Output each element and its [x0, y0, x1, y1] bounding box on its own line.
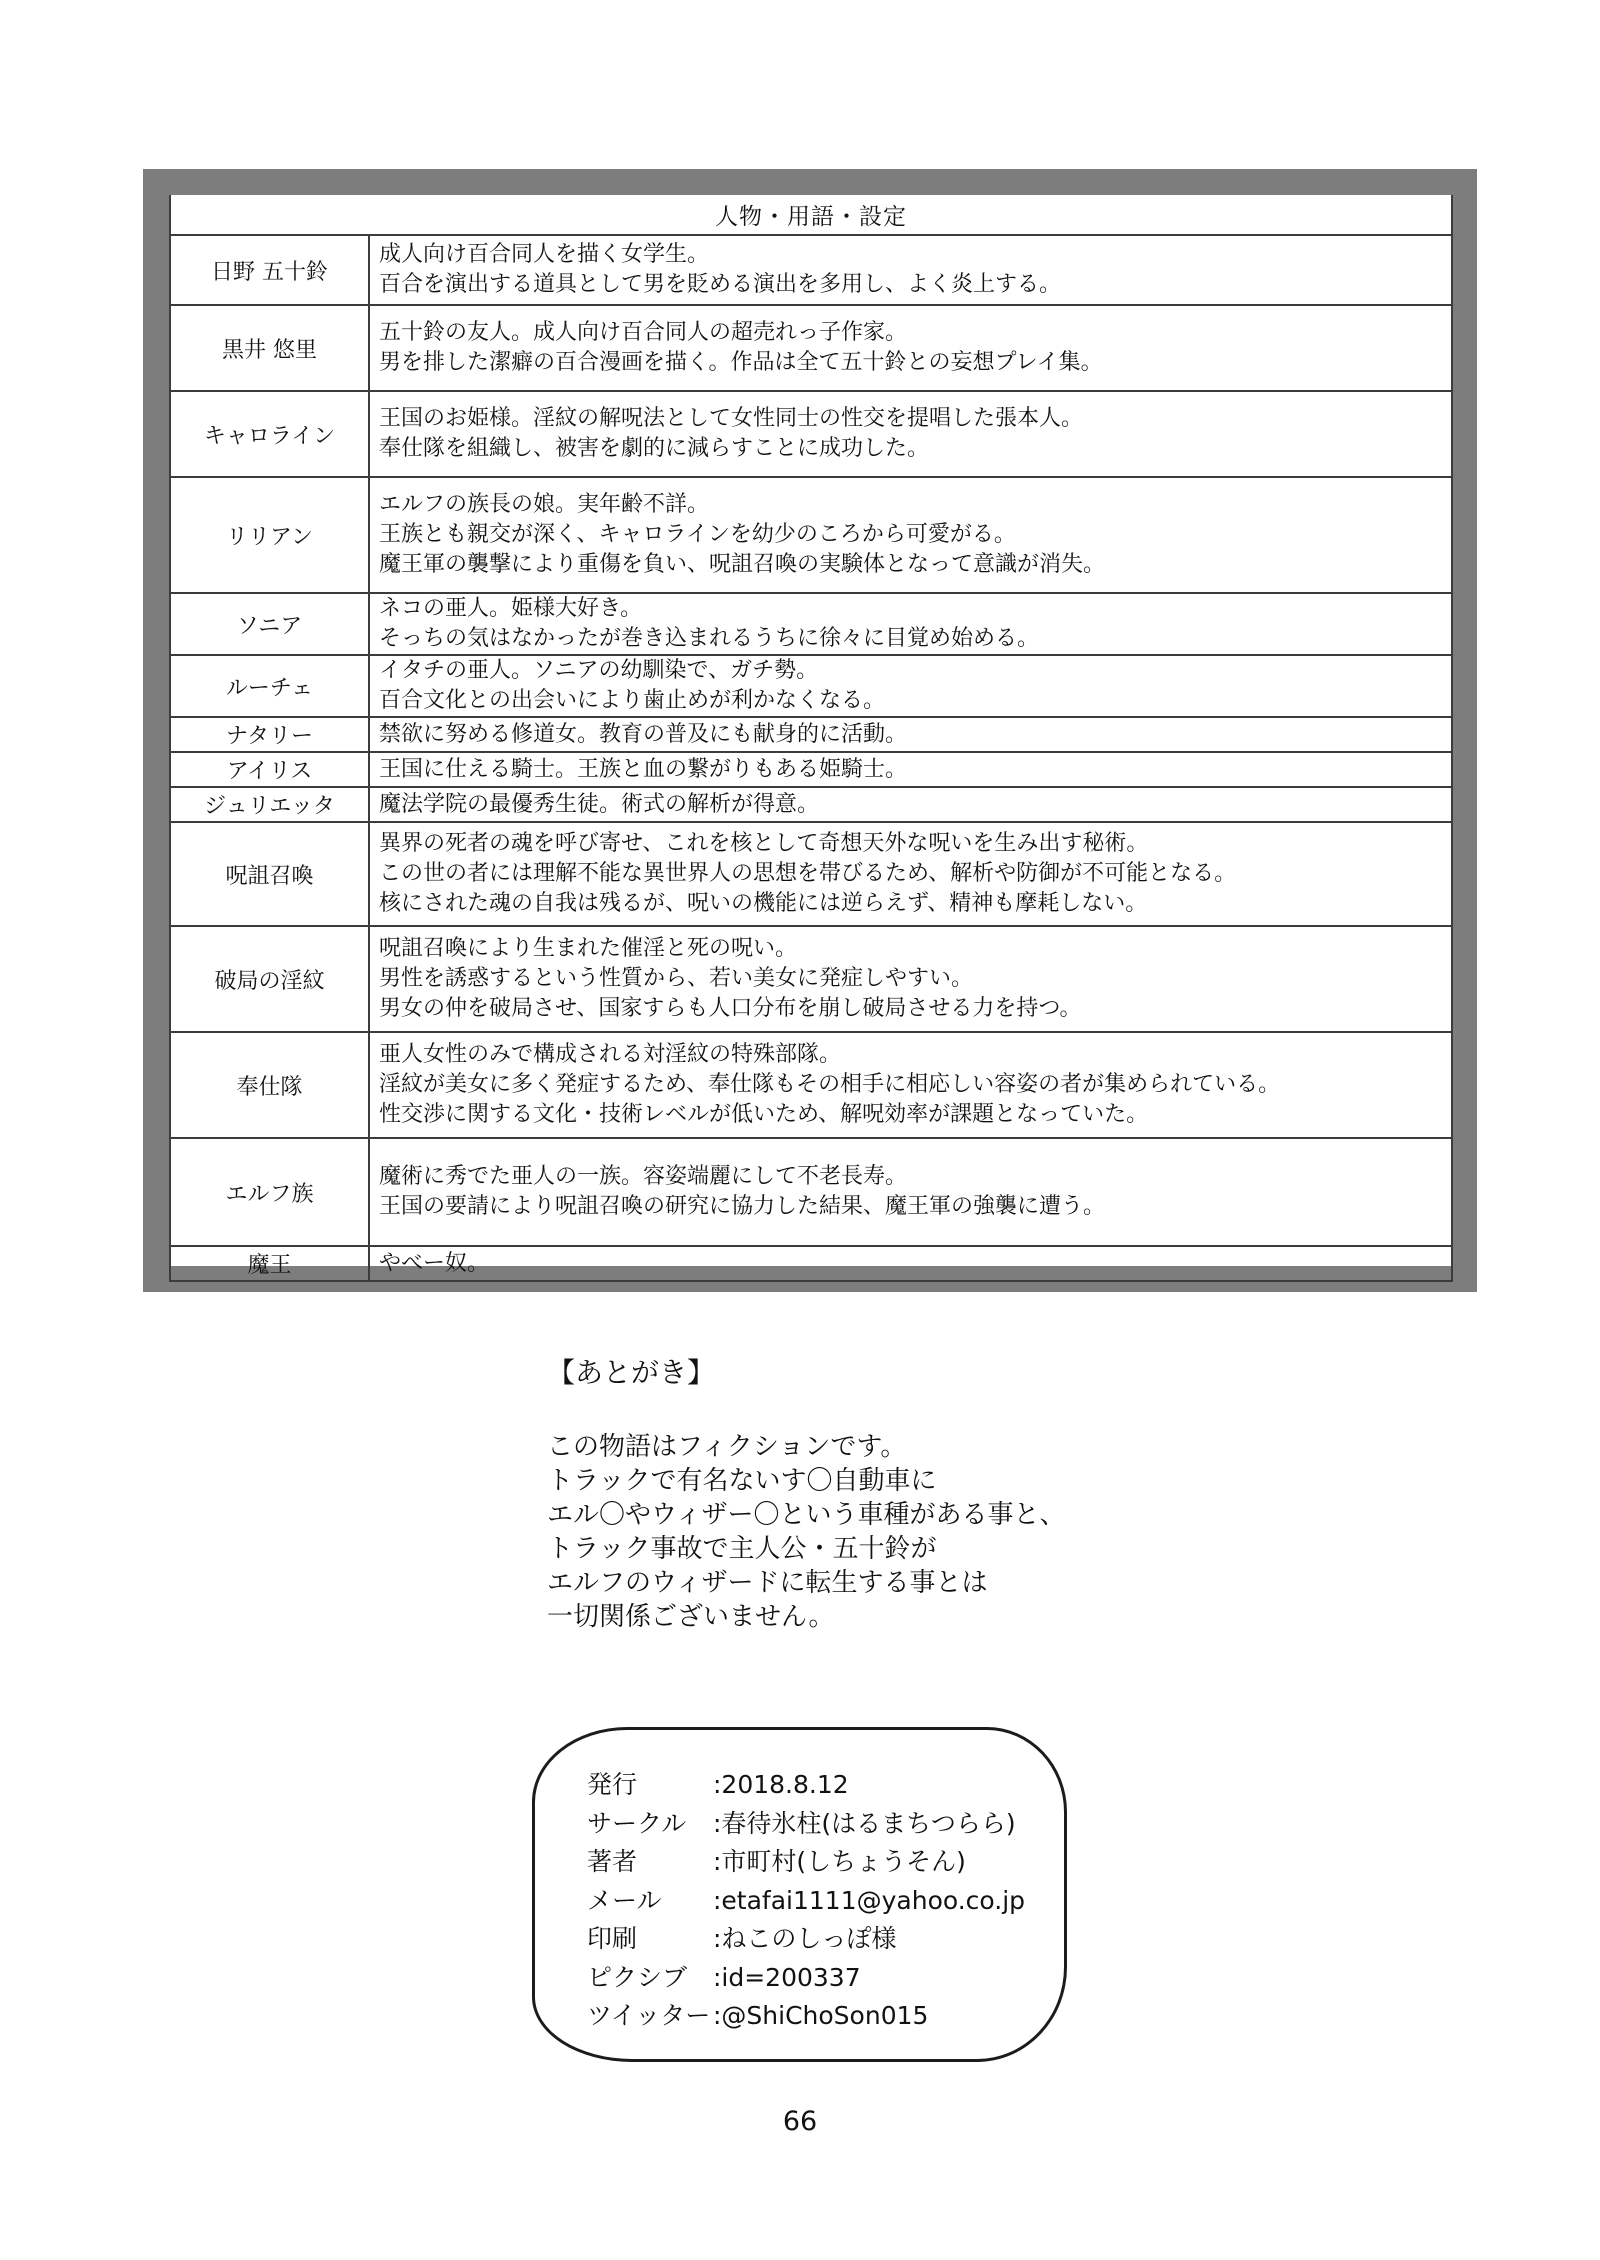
colophon-rows [587, 1766, 1064, 2036]
term-cell: 奉仕隊 [170, 1032, 369, 1138]
description-line: 成人向け百合同人を描く女学生。 [379, 242, 710, 267]
table-row [170, 752, 1452, 787]
description-line: 男女の仲を破局させ、国家すらも人口分布を崩し破局させる力を持つ。 [379, 996, 1082, 1021]
page-number: 66 [782, 2106, 818, 2137]
colophon-row [587, 1843, 1064, 1882]
colophon-label: 印刷 [587, 1924, 638, 1953]
afterword [547, 1356, 1065, 1634]
character-table [169, 195, 1453, 1282]
afterword-title: 【あとがき】 [547, 1356, 716, 1389]
table-row [170, 1138, 1452, 1246]
colophon-row [587, 1882, 1064, 1921]
table-row [170, 593, 1452, 655]
description-cell [369, 477, 1452, 593]
term-cell: エルフ族 [170, 1138, 369, 1246]
description-cell [369, 655, 1452, 717]
table-title: 人物・用語・設定 [170, 195, 1452, 235]
table-row [170, 235, 1452, 305]
colophon-label: 発行 [587, 1770, 638, 1799]
description-line: 百合文化との出会いにより歯止めが利かなくなる。 [379, 688, 886, 713]
description-line: 核にされた魂の自我は残るが、呪いの機能には逆らえず、精神も摩耗しない。 [379, 891, 1148, 916]
term-cell: 呪詛召喚 [170, 822, 369, 926]
afterword-line: エルフのウィザードに転生する事とは [547, 1568, 988, 1598]
description-cell [369, 787, 1452, 822]
term-cell: ルーチェ [170, 655, 369, 717]
description-line: 呪詛召喚により生まれた催淫と死の呪い。 [379, 936, 798, 961]
table-row [170, 1032, 1452, 1138]
description-cell [369, 822, 1452, 926]
table-row [170, 822, 1452, 926]
description-line: この世の者には理解不能な異世界人の思想を帯びるため、解析や防御が不可能となる。 [379, 861, 1237, 886]
character-table-inner [169, 195, 1451, 1278]
afterword-line: トラック事故で主人公・五十鈴が [547, 1534, 937, 1564]
description-line: 淫紋が美女に多く発症するため、奉仕隊もその相手に相応しい容姿の者が集められている。 [379, 1072, 1281, 1097]
colophon-value: :市町村(しちょうそん) [713, 1847, 966, 1876]
description-line: 魔術に秀でた亜人の一族。容姿端麗にして不老長寿。 [379, 1164, 908, 1189]
description-cell [369, 717, 1452, 752]
colophon-label: 著者 [587, 1847, 638, 1876]
table-row [170, 477, 1452, 593]
afterword-line: 一切関係ございません。 [547, 1602, 835, 1632]
colophon-value: :id=200337 [713, 1962, 861, 1992]
description-line: 五十鈴の友人。成人向け百合同人の超売れっ子作家。 [379, 320, 908, 345]
term-cell: 魔王 [170, 1246, 369, 1281]
term-cell: ソニア [170, 593, 369, 655]
description-cell [369, 1032, 1452, 1138]
description-cell [369, 305, 1452, 391]
table-row [170, 1246, 1452, 1281]
term-cell: ジュリエッタ [170, 787, 369, 822]
description-line: 奉仕隊を組織し、被害を劇的に減らすことに成功した。 [379, 436, 930, 461]
colophon-label: メール [587, 1885, 662, 1915]
term-cell: 黒井 悠里 [170, 305, 369, 391]
description-line: 魔法学院の最優秀生徒。術式の解析が得意。 [379, 791, 820, 817]
afterword-body [547, 1430, 1065, 1634]
description-cell [369, 391, 1452, 477]
colophon-label: サークル [587, 1808, 687, 1838]
table-row [170, 305, 1452, 391]
description-line: 百合を演出する道具として男を貶める演出を多用し、よく炎上する。 [379, 272, 1062, 297]
table-row [170, 787, 1452, 822]
description-line: 魔王軍の襲撃により重傷を負い、呪詛召喚の実験体となって意識が消失。 [379, 552, 1106, 577]
table-title-row [170, 195, 1452, 235]
description-line: 禁欲に努める修道女。教育の普及にも献身的に活動。 [379, 721, 908, 747]
colophon-row [587, 1805, 1064, 1844]
description-cell [369, 593, 1452, 655]
table-row [170, 655, 1452, 717]
term-cell: 破局の淫紋 [170, 926, 369, 1032]
afterword-line: この物語はフィクションです。 [547, 1432, 907, 1462]
description-cell [369, 752, 1452, 787]
description-line: ネコの亜人。姫様大好き。 [379, 596, 643, 621]
character-table-frame [143, 169, 1477, 1292]
colophon-row [587, 1959, 1064, 1998]
colophon-box [532, 1727, 1067, 2062]
description-line: 男を排した潔癖の百合漫画を描く。作品は全て五十鈴との妄想プレイ集。 [379, 350, 1103, 375]
colophon-value: :春待氷柱(はるまちつらら) [713, 1808, 1016, 1838]
colophon-row [587, 1997, 1064, 2036]
description-line: 王族とも親交が深く、キャロラインを幼少のころから可愛がる。 [379, 522, 1016, 547]
colophon-row [587, 1920, 1064, 1959]
term-cell: リリアン [170, 477, 369, 593]
afterword-line: エル〇やウィザー〇という車種がある事と、 [547, 1500, 1066, 1530]
description-line: 男性を誘惑するという性質から、若い美女に発症しやすい。 [379, 966, 974, 991]
term-cell: キャロライン [170, 391, 369, 477]
colophon-label: ツイッター [587, 2001, 711, 2030]
description-cell [369, 235, 1452, 305]
description-cell [369, 1138, 1452, 1246]
description-line: 異界の死者の魂を呼び寄せ、これを核として奇想天外な呪いを生み出す秘術。 [379, 831, 1149, 856]
colophon-value: :etafai1111@yahoo.co.jp [713, 1885, 1026, 1915]
description-cell [369, 1246, 1452, 1281]
term-cell: アイリス [170, 752, 369, 787]
colophon-value: :ねこのしっぽ様 [713, 1924, 897, 1953]
description-line: エルフの族長の娘。実年齢不詳。 [379, 492, 710, 517]
description-line: 王国のお姫様。淫紋の解呪法として女性同士の性交を提唱した張本人。 [379, 406, 1084, 431]
description-line: そっちの気はなかったが巻き込まれるうちに徐々に目覚め始める。 [379, 626, 1040, 651]
term-cell: ナタリー [170, 717, 369, 752]
description-line: 王国に仕える騎士。王族と血の繋がりもある姫騎士。 [379, 756, 908, 782]
description-line: 王国の要請により呪詛召喚の研究に協力した結果、魔王軍の強襲に遭う。 [379, 1194, 1106, 1219]
description-line: イタチの亜人。ソニアの幼馴染で、ガチ勢。 [379, 658, 819, 683]
description-line: 性交渉に関する文化・技術レベルが低いため、解呪効率が課題となっていた。 [379, 1102, 1149, 1127]
term-cell: 日野 五十鈴 [170, 235, 369, 305]
description-line: 亜人女性のみで構成される対淫紋の特殊部隊。 [379, 1042, 842, 1067]
description-line: やべー奴。 [379, 1250, 490, 1276]
table-row [170, 717, 1452, 752]
afterword-line: トラックで有名ないす〇自動車に [547, 1466, 937, 1496]
colophon-value: :2018.8.12 [713, 1770, 849, 1799]
colophon-label: ピクシブ [587, 1962, 688, 1992]
table-row [170, 391, 1452, 477]
colophon-row [587, 1766, 1064, 1805]
table-row [170, 926, 1452, 1032]
description-cell [369, 926, 1452, 1032]
colophon-value: :@ShiChoSon015 [713, 2001, 929, 2030]
